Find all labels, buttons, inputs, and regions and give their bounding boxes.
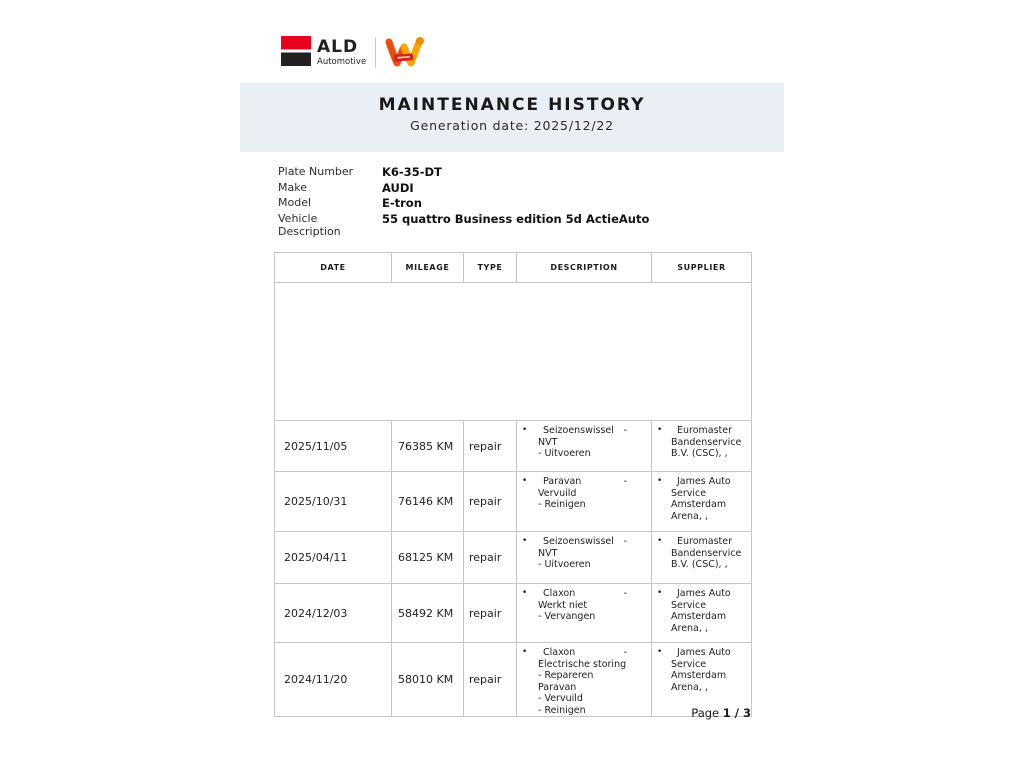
table-row: [275, 472, 752, 532]
item-line: Amsterdam: [671, 499, 727, 510]
bulleted-item: [652, 588, 751, 634]
bullet-icon: •: [657, 425, 663, 435]
vehicle-details: [278, 165, 650, 238]
detail-row-make: [278, 181, 649, 197]
page-label: Page: [691, 706, 720, 720]
bullet-icon: •: [522, 536, 528, 546]
item-line: Electrische storing: [538, 658, 627, 670]
detail-row-description: [278, 211, 650, 238]
bulleted-item: [652, 425, 751, 460]
detail-row-model: [278, 196, 649, 212]
bulleted-item: [652, 536, 751, 571]
column-header-supplier: SUPPLIER: [652, 253, 752, 283]
item-line: B.V. (CSC), ,: [671, 448, 728, 459]
mileage-cell: 58492 KM: [392, 584, 464, 643]
item-line: Amsterdam: [671, 611, 727, 622]
item-line: James Auto: [677, 476, 731, 487]
empty-table-region: [275, 283, 752, 421]
item-line: Vervuild: [538, 487, 577, 499]
item-line: James Auto: [677, 588, 731, 599]
item-text: [671, 476, 747, 522]
logo: [281, 33, 426, 72]
item-line: Seizoenswissel -: [543, 425, 627, 436]
item-line: - Uitvoeren: [538, 448, 591, 459]
item-line: Arena, ,: [671, 510, 708, 522]
ald-square-icon: [281, 36, 311, 66]
mileage-cell: 68125 KM: [392, 532, 464, 584]
bulleted-item: [517, 425, 651, 460]
type-cell: repair: [464, 421, 517, 472]
column-header-description: DESCRIPTION: [517, 253, 652, 283]
description-cell: [517, 584, 652, 643]
item-line: Euromaster: [677, 425, 733, 436]
date-cell: 2024/12/03: [275, 584, 392, 643]
page-title: MAINTENANCE HISTORY: [378, 95, 646, 115]
page-value: 1 / 3: [722, 706, 751, 720]
column-header-type: TYPE: [464, 253, 517, 283]
item-line: NVT: [538, 547, 558, 559]
bullet-icon: •: [657, 476, 663, 486]
bulleted-item: [517, 536, 651, 571]
item-text: [538, 425, 627, 460]
table-row: [275, 532, 752, 584]
item-line: Claxon -: [543, 647, 627, 658]
title-band: [240, 83, 784, 152]
table-header: [275, 253, 752, 283]
wheels-w-icon: [384, 34, 426, 72]
item-line: NVT: [538, 436, 558, 448]
date-cell: 2025/11/05: [275, 421, 392, 472]
ald-wordmark: [317, 33, 367, 67]
page-number: [274, 706, 751, 720]
item-line: Bandenservice: [671, 436, 742, 448]
type-cell: repair: [464, 643, 517, 717]
table-row: [275, 421, 752, 472]
model-value: E-tron: [382, 196, 422, 210]
bullet-icon: •: [657, 647, 663, 657]
item-line: Arena, ,: [671, 622, 708, 634]
bulleted-item: [652, 476, 751, 522]
item-line: Service: [671, 487, 707, 499]
detail-label: Model: [278, 196, 312, 209]
detail-label: Plate Number: [278, 165, 354, 178]
bulleted-item: [652, 647, 751, 693]
item-line: Claxon -: [543, 588, 627, 599]
bullet-icon: •: [522, 588, 528, 598]
bulleted-item: [517, 476, 651, 511]
type-cell: repair: [464, 584, 517, 643]
mileage-cell: 76385 KM: [392, 421, 464, 472]
column-header-mileage: MILEAGE: [392, 253, 464, 283]
type-cell: repair: [464, 532, 517, 584]
item-line: - Reinigen: [538, 499, 586, 510]
item-line: - Reinigen: [538, 704, 586, 716]
table-spacer-row: [275, 283, 752, 421]
type-cell: repair: [464, 472, 517, 532]
supplier-cell: [652, 584, 752, 643]
item-text: [671, 536, 747, 571]
date-cell: 2025/10/31: [275, 472, 392, 532]
bulleted-item: [517, 588, 651, 623]
plate-number-value: K6-35-DT: [382, 165, 442, 179]
item-line: - Uitvoeren: [538, 559, 591, 570]
vehicle-description-value: 55 quattro Business edition 5d ActieAuto: [382, 211, 650, 226]
item-text: [671, 588, 747, 634]
item-line: - Repareren Paravan: [538, 670, 600, 693]
logo-divider: [375, 37, 376, 68]
item-line: - Vervangen: [538, 611, 596, 622]
item-line: Service: [671, 658, 707, 670]
description-cell: [517, 532, 652, 584]
ald-name: ALD: [317, 37, 359, 57]
detail-label: Vehicle Description: [278, 211, 341, 238]
bullet-icon: •: [522, 647, 528, 657]
item-line: James Auto: [677, 647, 731, 658]
item-line: - Vervuild: [538, 693, 583, 704]
item-text: [538, 476, 627, 511]
item-text: [538, 588, 627, 623]
maintenance-table: [274, 252, 752, 717]
item-line: Seizoenswissel -: [543, 536, 627, 547]
item-line: Euromaster: [677, 536, 733, 547]
item-text: [671, 425, 747, 460]
detail-label: Make: [278, 180, 307, 194]
bullet-icon: •: [522, 476, 528, 486]
supplier-cell: [652, 472, 752, 532]
item-line: Paravan -: [543, 476, 627, 487]
mileage-cell: 58010 KM: [392, 643, 464, 717]
item-line: B.V. (CSC), ,: [671, 559, 728, 570]
make-value: AUDI: [382, 180, 414, 195]
supplier-cell: [652, 532, 752, 584]
ald-subname: Automotive: [317, 57, 367, 67]
description-cell: [517, 472, 652, 532]
item-text: [671, 647, 747, 693]
table-row: [275, 584, 752, 643]
item-text: [538, 536, 627, 571]
date-cell: 2024/11/20: [275, 643, 392, 717]
item-line: Bandenservice: [671, 547, 742, 559]
item-line: Amsterdam: [671, 670, 727, 681]
mileage-cell: 76146 KM: [392, 472, 464, 532]
description-cell: [517, 421, 652, 472]
detail-row-plate: [278, 165, 649, 181]
item-line: Arena, ,: [671, 681, 708, 693]
bullet-icon: •: [657, 536, 663, 546]
maintenance-table-body: [275, 283, 752, 717]
date-cell: 2025/04/11: [275, 532, 392, 584]
supplier-cell: [652, 421, 752, 472]
item-line: Service: [671, 599, 707, 611]
item-line: Werkt niet: [538, 599, 588, 611]
bullet-icon: •: [522, 425, 528, 435]
bullet-icon: •: [657, 588, 663, 598]
column-header-date: DATE: [275, 253, 392, 283]
generation-date: Generation date: 2025/12/22: [410, 118, 614, 133]
